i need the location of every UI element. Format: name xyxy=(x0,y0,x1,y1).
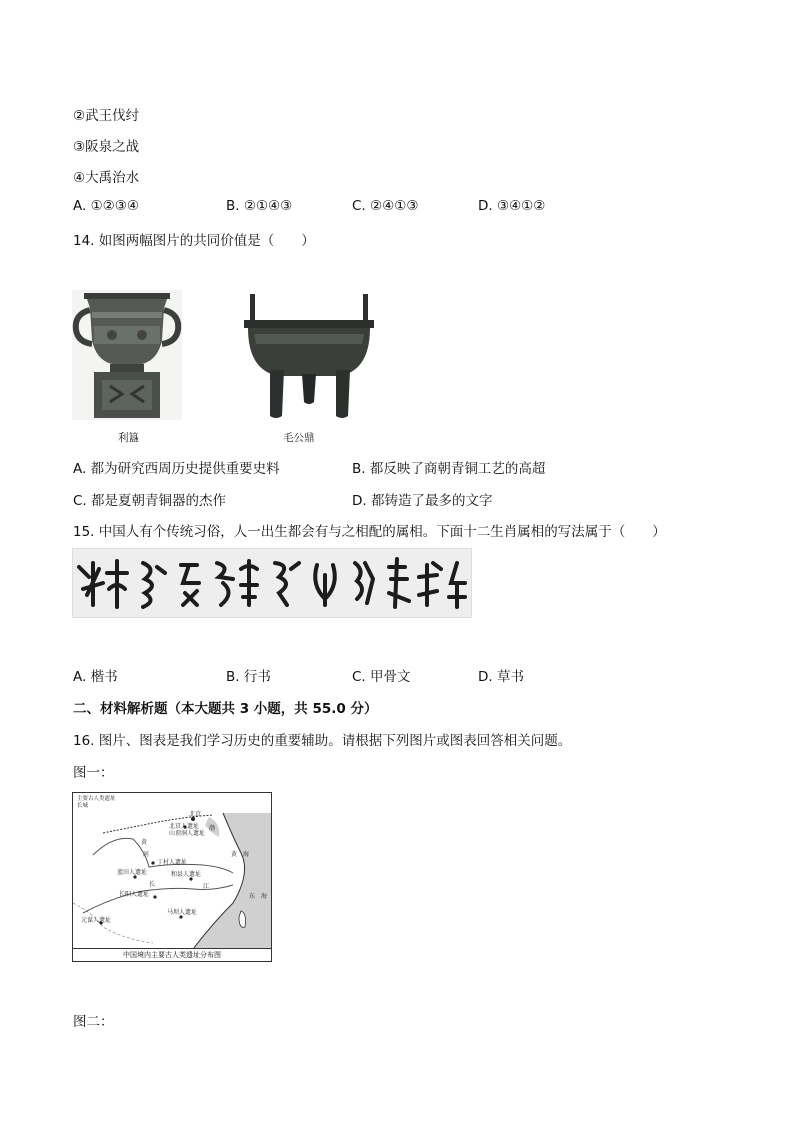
figure-1-label: 图一： xyxy=(73,765,114,781)
map-legend xyxy=(77,796,116,810)
li-gui-image xyxy=(72,290,182,420)
zodiac-oracle-bone-script-image xyxy=(72,548,472,618)
map-label-shandingdong: 山顶洞人遗址 xyxy=(169,830,206,837)
map-label-maba: 马坝人遗址 xyxy=(167,909,198,916)
q14-option-c[interactable]: C. 都是夏朝青铜器的杰作 xyxy=(73,493,227,509)
mao-gong-ding-image xyxy=(240,292,378,420)
map-label-lantian: 蓝田人遗址 xyxy=(117,869,148,876)
figure-2-label: 图二： xyxy=(73,1014,114,1030)
map-label-zhoukoudian: 北京人遗址 xyxy=(169,823,200,830)
map-label-beijing: 北京 xyxy=(189,811,202,818)
map-legend-sites: 主要古人类遗址 xyxy=(77,796,116,802)
section-2-heading: 二、材料解析题（本大题共 3 小题，共 55.0 分） xyxy=(73,701,378,717)
ancient-human-sites-map xyxy=(72,792,272,962)
event-item-2: ②武王伐纣 xyxy=(73,108,140,124)
map-label-bohai: 渤 xyxy=(209,825,216,832)
map-label-chang: 长 xyxy=(149,881,156,888)
map-label-yuanmou: 元谋人遗址 xyxy=(81,917,112,924)
li-gui-caption: 利簋 xyxy=(118,432,139,444)
map-label-dingcun: 丁村人遗址 xyxy=(157,859,188,866)
q15-stem: 15. 中国人有个传统习俗，人一出生都会有与之相配的属相。下面十二生肖属相的写法属于（ ） xyxy=(73,524,666,540)
q15-option-c[interactable]: C. 甲骨文 xyxy=(352,669,411,685)
event-item-4: ④大禹治水 xyxy=(73,170,140,186)
q13-option-a[interactable]: A. ①②③④ xyxy=(73,198,139,214)
q13-option-c[interactable]: C. ②④①③ xyxy=(352,198,419,214)
q14-option-a[interactable]: A. 都为研究西周历史提供重要史料 xyxy=(73,461,280,477)
map-label-jiang: 江 xyxy=(203,883,210,890)
map-caption: 中国境内主要古人类遗址分布图 xyxy=(73,948,271,961)
mao-gong-ding-caption: 毛公鼎 xyxy=(283,432,315,444)
map-label-changyang: 长阳人遗址 xyxy=(119,891,150,898)
q16-stem: 16. 图片、图表是我们学习历史的重要辅助。请根据下列图片或图表回答相关问题。 xyxy=(73,733,572,749)
q15-option-a[interactable]: A. 楷书 xyxy=(73,669,118,685)
map-label-he: 河 xyxy=(143,851,150,858)
q15-option-b[interactable]: B. 行书 xyxy=(226,669,271,685)
q15-option-d[interactable]: D. 草书 xyxy=(478,669,524,685)
q13-option-b[interactable]: B. ②①④③ xyxy=(226,198,293,214)
map-label-donghai: 东 海 xyxy=(249,893,268,900)
q14-option-b[interactable]: B. 都反映了商朝青铜工艺的高超 xyxy=(352,461,546,477)
event-item-3: ③阪泉之战 xyxy=(73,139,140,155)
q14-option-d[interactable]: D. 都铸造了最多的文字 xyxy=(352,493,493,509)
map-label-hexian: 和县人遗址 xyxy=(171,871,202,878)
map-label-huang: 黄 xyxy=(141,839,148,846)
map-legend-wall: 长城 xyxy=(77,803,89,809)
q13-option-d[interactable]: D. ③④①② xyxy=(478,198,546,214)
map-label-huanghai: 黄 海 xyxy=(231,851,250,858)
q14-stem: 14. 如图两幅图片的共同价值是（ ） xyxy=(73,233,315,249)
